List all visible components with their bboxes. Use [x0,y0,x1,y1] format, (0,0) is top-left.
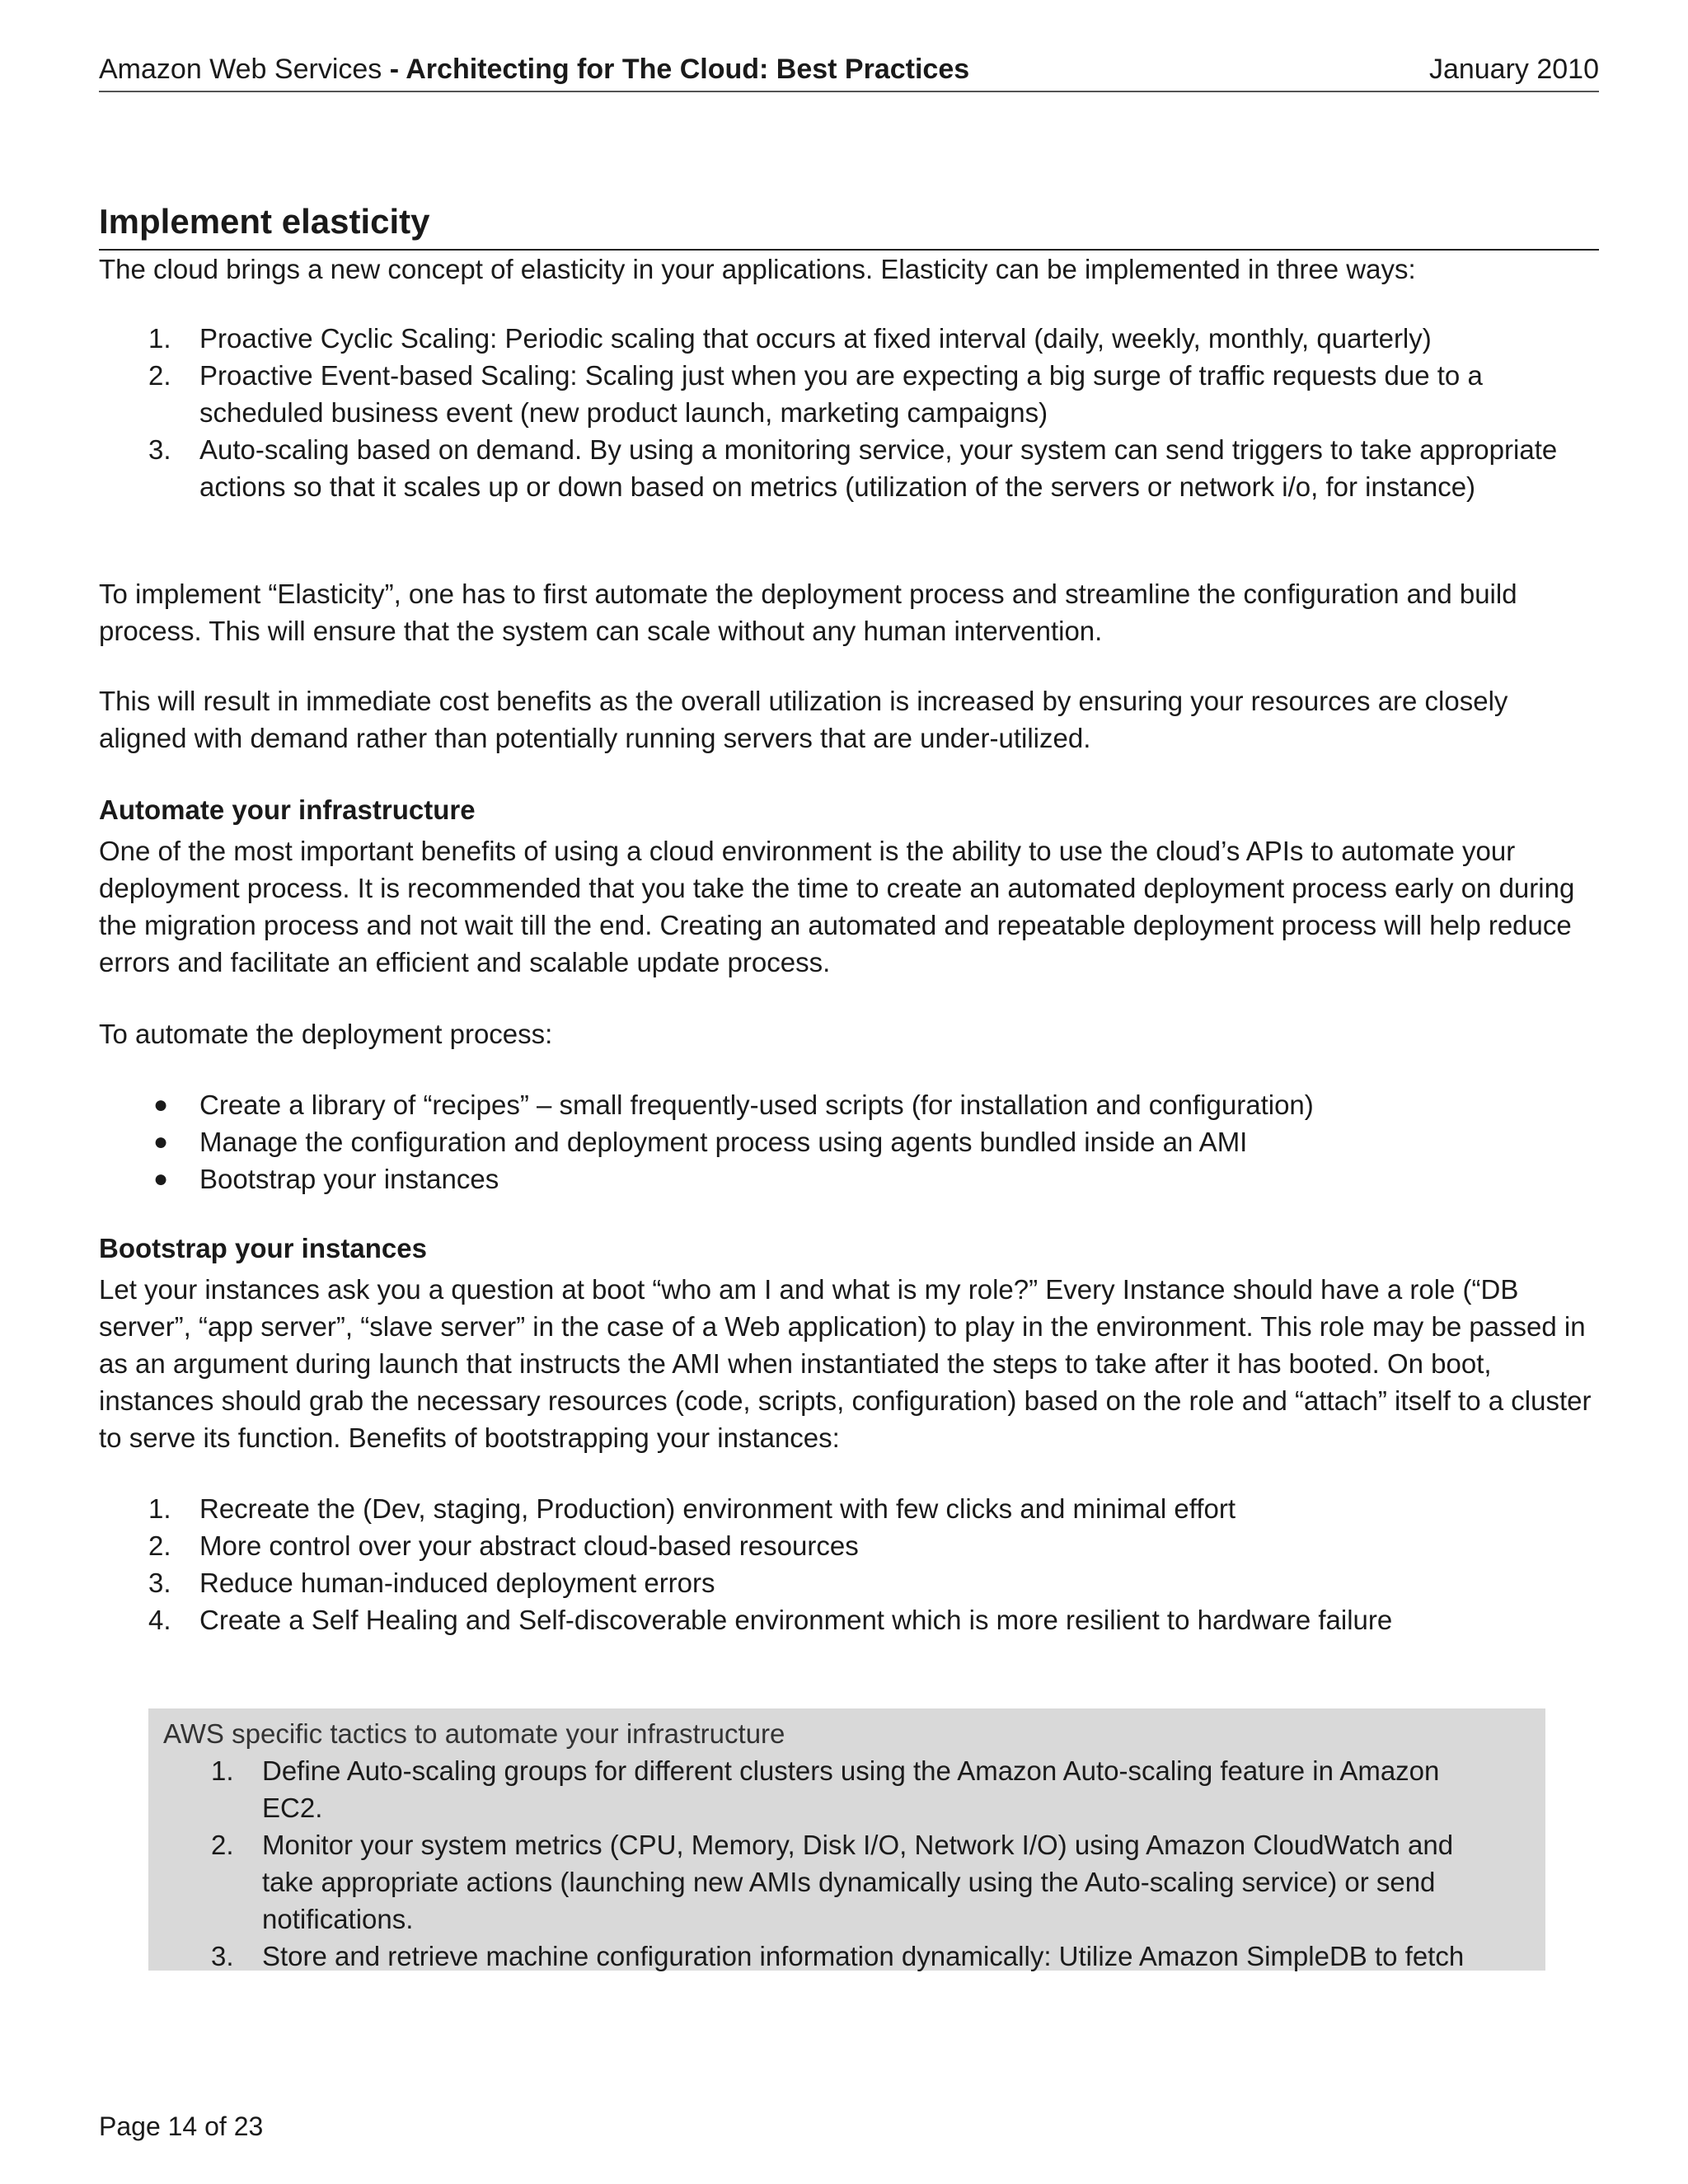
list-text: Manage the configuration and deployment process using agents bundled inside an AMI [199,1127,1248,1157]
list-number: 2. [148,1530,171,1561]
list-number: 3. [211,1941,234,1971]
bootstrap-benefits-list [99,1490,1599,1638]
list-item [99,357,1599,431]
list-number: 1. [148,1493,171,1524]
automate-bullet-list [99,1086,1599,1197]
aws-tactics-box [148,1708,1545,1971]
list-number: 2. [148,360,171,391]
list-number: 1. [148,323,171,354]
list-text: Recreate the (Dev, staging, Production) environment with few clicks and minimal effort [199,1493,1236,1524]
list-number: 4. [148,1605,171,1635]
list-item [99,1123,1599,1160]
list-number: 1. [211,1755,234,1786]
page-header [99,48,1599,92]
bootstrap-heading: Bootstrap your instances [99,1233,427,1263]
list-item [99,1160,1599,1197]
bootstrap-paragraph: Let your instances ask you a question at boot “who am I and what is my role?” Every Instance should have a role (“DB server”, “app server”, “slave server” in the case of a Web application) to play in the environment. This role may be passed in as an argument during launch that instructs the AMI when instantiated the steps to take after it has booted. On boot, instances should grab the necessary resources (code, scripts, configuration) based on the role and “attach” itself to a cluster to serve its function. Benefits of bootstrapping your instances: [99,1274,1592,1453]
elasticity-paragraph-1: To implement “Elasticity”, one has to first automate the deployment process and streamline the configuration and build process. This will ensure that the system can scale without any human intervention. [99,579,1517,646]
list-item [99,320,1599,357]
header-doc-title: - Architecting for The Cloud: Best Practices [382,54,970,85]
elasticity-paragraph-2: This will result in immediate cost benefits as the overall utilization is increased by ensuring your resources are closely aligned with demand rather than potentially running servers that are under-utilized. [99,686,1508,753]
section-heading: Implement elasticity [99,198,1599,251]
elasticity-ways-list [99,320,1599,505]
list-item [99,1490,1599,1527]
bullet-icon: ● [153,1165,169,1193]
list-item [99,1086,1599,1123]
bullet-icon: ● [153,1091,169,1118]
header-title-line [99,48,969,91]
list-text: More control over your abstract cloud-based resources [199,1530,859,1561]
list-text: Create a library of “recipes” – small frequently-used scripts (for installation and configuration) [199,1090,1314,1120]
list-item [99,1527,1599,1564]
list-text: Proactive Event-based Scaling: Scaling just when you are expecting a big surge of traffic requests due to a scheduled business event (new product launch, marketing campaigns) [199,360,1483,428]
automate-lead: To automate the deployment process: [99,1019,553,1049]
list-number: 3. [148,434,171,465]
list-item [148,1752,1488,1826]
list-number: 3. [148,1568,171,1598]
section-intro [99,251,1599,288]
list-text: Bootstrap your instances [199,1164,499,1194]
list-item [99,1601,1599,1638]
automate-heading: Automate your infrastructure [99,794,476,825]
list-number: 2. [211,1830,234,1860]
list-item [148,1826,1488,1938]
page-number: Page 14 of 23 [99,2111,264,2141]
header-date: January 2010 [1428,54,1599,85]
aws-box-title: AWS specific tactics to automate your infrastructure [163,1718,785,1749]
list-text: Define Auto-scaling groups for different clusters using the Amazon Auto-scaling feature in Amazon EC2. [262,1755,1440,1823]
list-text: Proactive Cyclic Scaling: Periodic scaling that occurs at fixed interval (daily, weekly, monthly, quarterly) [199,323,1432,354]
list-item [148,1938,1488,1975]
automate-paragraph: One of the most important benefits of using a cloud environment is the ability to use the cloud’s APIs to automate your deployment process. It is recommended that you take the time to create an automated deployment process early on during the migration process and not wait till the end. Creating an automated and repeatable deployment process will help reduce errors and facilitate an efficient and scalable update process. [99,836,1575,977]
list-text: Store and retrieve machine configuration information dynamically: Utilize Amazon SimpleDB to fetch [262,1941,1465,1971]
list-text: Auto-scaling based on demand. By using a monitoring service, your system can send triggers to take appropriate actions so that it scales up or down based on metrics (utilization of the servers or network i/o, for instance) [199,434,1558,502]
header-company: Amazon Web Services [99,54,382,85]
list-text: Monitor your system metrics (CPU, Memory, Disk I/O, Network I/O) using Amazon CloudWatch and take appropriate actions (launching new AMIs dynamically using the Auto-scaling service) or send notifications. [262,1830,1454,1934]
list-text: Reduce human-induced deployment errors [199,1568,715,1598]
list-text: Create a Self Healing and Self-discoverable environment which is more resilient to hardware failure [199,1605,1393,1635]
bullet-icon: ● [153,1128,169,1155]
aws-tactics-list [148,1752,1545,1975]
list-item [99,1564,1599,1601]
list-item [99,431,1599,505]
intro-text: The cloud brings a new concept of elasticity in your applications. Elasticity can be implemented in three ways: [99,254,1416,284]
